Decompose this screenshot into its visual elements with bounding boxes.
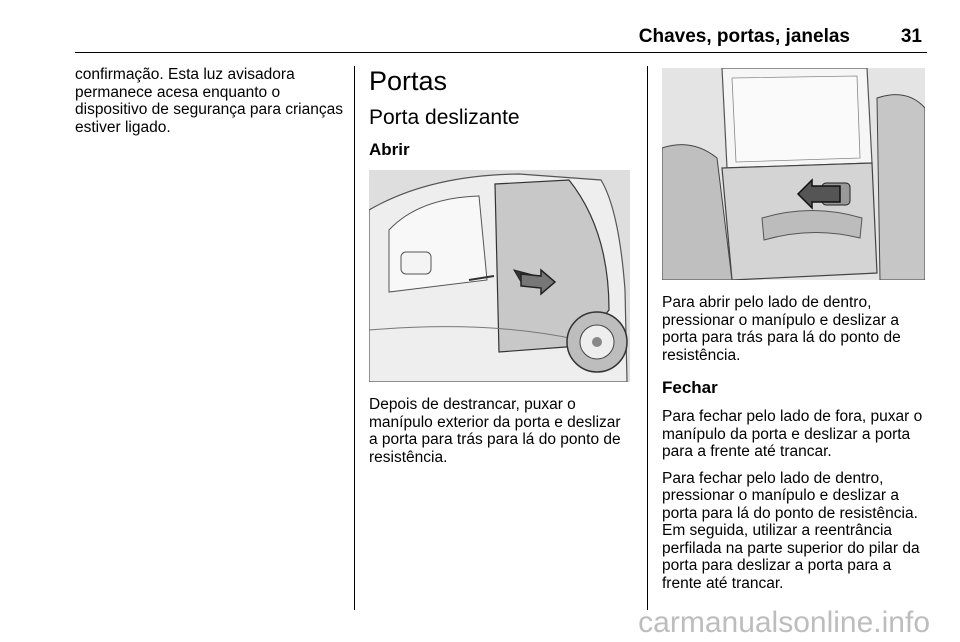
section-title-fechar: Fechar (662, 378, 718, 397)
side-mirror (401, 252, 431, 274)
page-number: 31 (900, 26, 922, 47)
running-header-title: Chaves, portas, janelas (638, 26, 850, 47)
sliding-door-interior-illustration (662, 68, 925, 280)
watermark: carmanualsonline.info (638, 606, 930, 639)
abrir-interior-paragraph: Para abrir pelo lado de dentro, pressionar o manípulo e deslizar a porta para trás para lá do ponto de resistência. (662, 294, 901, 364)
section-title-abrir: Abrir (369, 140, 410, 159)
section-heading-portas: Portas (369, 66, 448, 96)
column-3 (662, 66, 928, 601)
fechar-interior-paragraph: Para fechar pelo lado de dentro, pressionar o manípulo e deslizar a porta para lá do ponto de resistência. Em seguida, utilizar a reentrância perfilada na parte superior do pilar da porta para deslizar a porta para a frente até trancar. (662, 469, 920, 592)
fechar-exterior-paragraph: Para fechar pelo lado de fora, puxar o manípulo da porta e deslizar a porta para a frente até trancar. (662, 408, 923, 460)
abrir-instruction-paragraph: Depois de destrancar, puxar o manípulo exterior da porta e deslizar a porta para trás para lá do ponto de resistência. (369, 396, 621, 466)
column-2 (369, 66, 633, 475)
header-rule (75, 52, 927, 53)
sliding-door-exterior-illustration (369, 170, 630, 382)
column-divider-2 (647, 66, 648, 610)
continued-paragraph: confirmação. Esta luz avisadora permanece acesa enquanto o dispositivo de segurança para crianças estiver ligado. (75, 66, 343, 136)
subsection-heading-porta-deslizante: Porta deslizante (369, 106, 520, 129)
column-divider-1 (354, 66, 355, 610)
column-1 (75, 66, 343, 145)
rear-seat (877, 95, 925, 280)
